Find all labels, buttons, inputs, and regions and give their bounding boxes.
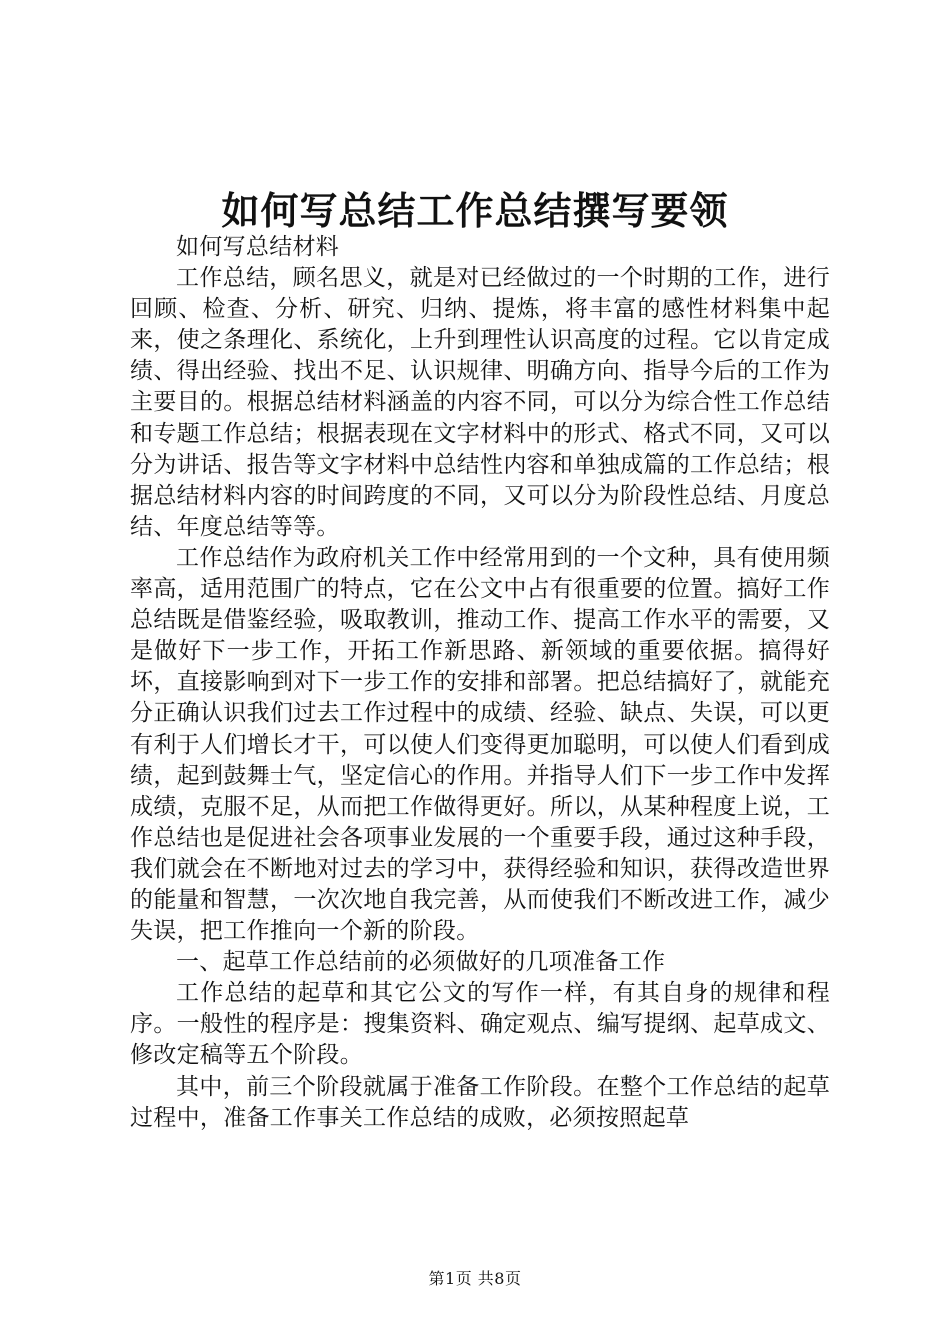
body-paragraph: 其中，前三个阶段就属于准备工作阶段。在整个工作总结的起草过程中，准备工作事关工作总结的成败，必须按照起草	[130, 1073, 830, 1131]
document-body	[130, 232, 830, 1134]
section-heading: 一、起草工作总结前的必须做好的几项准备工作	[176, 949, 666, 976]
page-footer: 第1页 共8页	[428, 1269, 522, 1288]
document-title: 如何写总结工作总结撰写要领	[221, 188, 729, 233]
body-paragraph: 工作总结，顾名思义，就是对已经做过的一个时期的工作，进行回顾、检查、分析、研究、归纳、提炼，将丰富的感性材料集中起来，使之条理化、系统化，上升到理性认识高度的过程。它以肯定成绩、得出经验、找出不足、认识规律、明确方向、指导今后的工作为主要目的。根据总结材料涵盖的内容不同，可以分为综合性工作总结和专题工作总结；根据表现在文字材料中的形式、格式不同，又可以分为讲话、报告等文字材料中总结性内容和单独成篇的工作总结；根据总结材料内容的时间跨度的不同，又可以分为阶段性总结、月度总结、年度总结等等。	[130, 265, 830, 540]
body-paragraph: 工作总结作为政府机关工作中经常用到的一个文种，具有使用频率高，适用范围广的特点，它在公文中占有很重要的位置。搞好工作总结既是借鉴经验，吸取教训，推动工作、提高工作水平的需要，又是做好下一步工作，开拓工作新思路、新领域的重要依据。搞得好坏，直接影响到对下一步工作的安排和部署。把总结搞好了，就能充分正确认识我们过去工作过程中的成绩、经验、缺点、失误，可以更有利于人们增长才干，可以使人们变得更加聪明，可以使人们看到成绩，起到鼓舞士气，坚定信心的作用。并指导人们下一步工作中发挥成绩，克服不足，从而把工作做得更好。所以，从某种程度上说，工作总结也是促进社会各项事业发展的一个重要手段，通过这种手段，我们就会在不断地对过去的学习中，获得经验和知识，获得改造世界的能量和智慧，一次次地自我完善，从而使我们不断改进工作，减少失误，把工作推向一个新的阶段。	[130, 544, 830, 945]
subtitle-paragraph: 如何写总结材料	[176, 234, 340, 260]
body-paragraph: 工作总结的起草和其它公文的写作一样，有其自身的规律和程序。一般性的程序是：搜集资料、确定观点、编写提纲、起草成文、修改定稿等五个阶段。	[130, 980, 830, 1069]
